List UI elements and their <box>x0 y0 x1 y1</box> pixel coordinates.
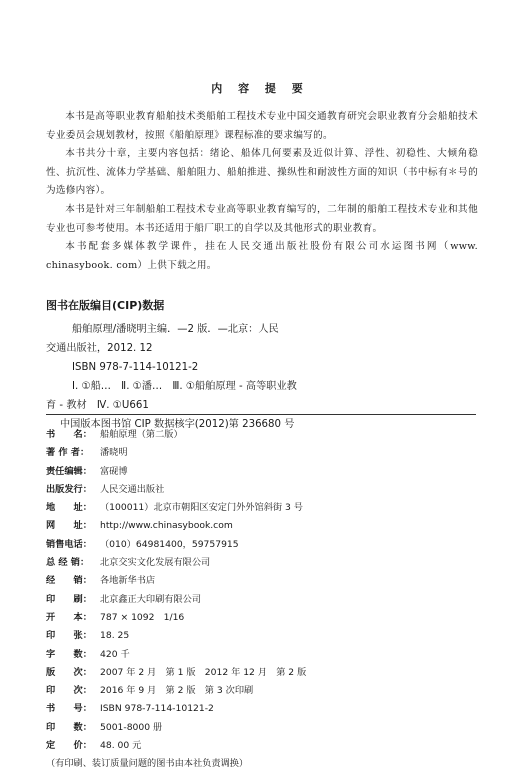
copyright-row <box>46 572 486 590</box>
row-key: 印 数： <box>46 721 92 733</box>
cip-number: 中国版本图书馆 CIP 数据核字(2012)第 236680 号 <box>60 419 295 430</box>
copyright-row <box>46 664 486 682</box>
copyright-block <box>46 426 486 774</box>
row-key: 定 价： <box>46 740 92 752</box>
row-value: 787 × 1092 1/16 <box>100 611 185 623</box>
copyright-row <box>46 719 486 737</box>
row-value: 2016 年 9 月 第 2 版 第 3 次印刷 <box>100 685 254 697</box>
copyright-row <box>46 682 486 700</box>
cip-isbn: ISBN 978-7-114-10121-2 <box>72 362 199 373</box>
copyright-row <box>46 444 486 462</box>
cip-line: 交通出版社，2012. 12 <box>46 343 153 354</box>
summary-paragraph: 本书共分十章，主要内容包括：绪论、船体几何要素及近似计算、浮性、初稳性、大倾角稳性、抗沉性、流体力学基础、船舶阻力、船舶推进、操纵性和耐波性方面的知识（书中标有＊号的为选修内容）。 <box>46 148 478 197</box>
row-value: 富砚博 <box>100 465 128 477</box>
row-key: 地 址： <box>46 502 92 514</box>
row-value: 北京交实文化发展有限公司 <box>100 557 211 569</box>
copyright-row <box>46 426 486 444</box>
row-value: 5001-8000 册 <box>100 721 163 733</box>
row-key: 责任编辑： <box>46 465 92 477</box>
row-key: 经 销： <box>46 575 92 587</box>
row-value: 48. 00 元 <box>100 740 142 752</box>
summary-title: 内 容 提 要 <box>211 82 309 95</box>
row-value: 2007 年 2 月 第 1 版 2012 年 12 月 第 2 版 <box>100 666 307 678</box>
copyright-row <box>46 463 486 481</box>
row-value: 18. 25 <box>100 630 130 642</box>
row-value: 潘晓明 <box>100 447 128 459</box>
cip-title: 图书在版编目(CIP)数据 <box>46 299 165 312</box>
row-value: （100011）北京市朝阳区安定门外外馆斜街 3 号 <box>100 502 303 514</box>
copyright-row <box>46 609 486 627</box>
row-key: 书 名： <box>46 429 92 440</box>
row-key: 印 刷： <box>46 593 92 605</box>
row-key: 印 张： <box>46 630 92 642</box>
summary-paragraph: 本书是高等职业教育船舶技术类船舶工程技术专业中国交通教育研究会职业教育分会船舶技术专业委员会规划教材，按照《船舶原理》课程标准的要求编写的。 <box>46 111 478 141</box>
summary-text <box>46 108 478 275</box>
row-key: 书 号： <box>46 703 92 715</box>
copyright-row <box>46 517 486 535</box>
copyright-row <box>46 536 486 554</box>
row-key: 总 经 销： <box>46 557 90 569</box>
row-key: 销售电话： <box>46 538 92 550</box>
copyright-row <box>46 554 486 572</box>
row-value: （010）64981400，59757915 <box>100 538 239 550</box>
summary-paragraph: 本书是针对三年制船舶工程技术专业高等职业教育编写的，二年制的船舶工程技术专业和其他专业也可参考使用。本书还适用于船厂职工的自学以及其他形式的职业教育。 <box>46 203 478 234</box>
copyright-row <box>46 737 486 755</box>
copyright-row <box>46 646 486 664</box>
row-key: 字 数： <box>46 648 92 660</box>
cip-line: 育 - 教材 Ⅳ. ①U661 <box>46 400 149 411</box>
cip-block <box>46 320 478 434</box>
row-value: 北京鑫正大印刷有限公司 <box>100 593 202 605</box>
divider <box>46 414 476 415</box>
row-key: 出版发行： <box>46 483 92 495</box>
row-value: 420 千 <box>100 648 130 660</box>
row-value: 各地新华书店 <box>100 575 156 587</box>
row-key: 网 址： <box>46 520 92 532</box>
cip-line: Ⅰ. ①船… Ⅱ. ①潘… Ⅲ. ①船舶原理 - 高等职业教 <box>72 381 297 392</box>
row-key: 著 作 者： <box>46 447 90 459</box>
row-key: 开 本： <box>46 611 92 623</box>
copyright-row <box>46 627 486 645</box>
summary-paragraph: 本书配套多媒体教学课件，挂在人民交通出版社股份有限公司水运图书网（www. chinasybook. com）上供下载之用。 <box>46 241 478 271</box>
copyright-row <box>46 591 486 609</box>
row-value: ISBN 978-7-114-10121-2 <box>100 703 214 715</box>
copyright-row <box>46 481 486 499</box>
copyright-row <box>46 700 486 718</box>
copyright-note: （有印刷、装订质量问题的图书由本社负责调换） <box>46 758 249 770</box>
cip-line: 船舶原理/潘晓明主编．—2 版．—北京：人民 <box>72 324 279 335</box>
copyright-row <box>46 499 486 517</box>
row-value: 船舶原理（第二版） <box>100 429 183 440</box>
row-value: http://www.chinasybook.com <box>100 520 233 532</box>
row-key: 印 次： <box>46 685 92 697</box>
row-key: 版 次： <box>46 666 92 678</box>
row-value: 人民交通出版社 <box>100 483 165 495</box>
